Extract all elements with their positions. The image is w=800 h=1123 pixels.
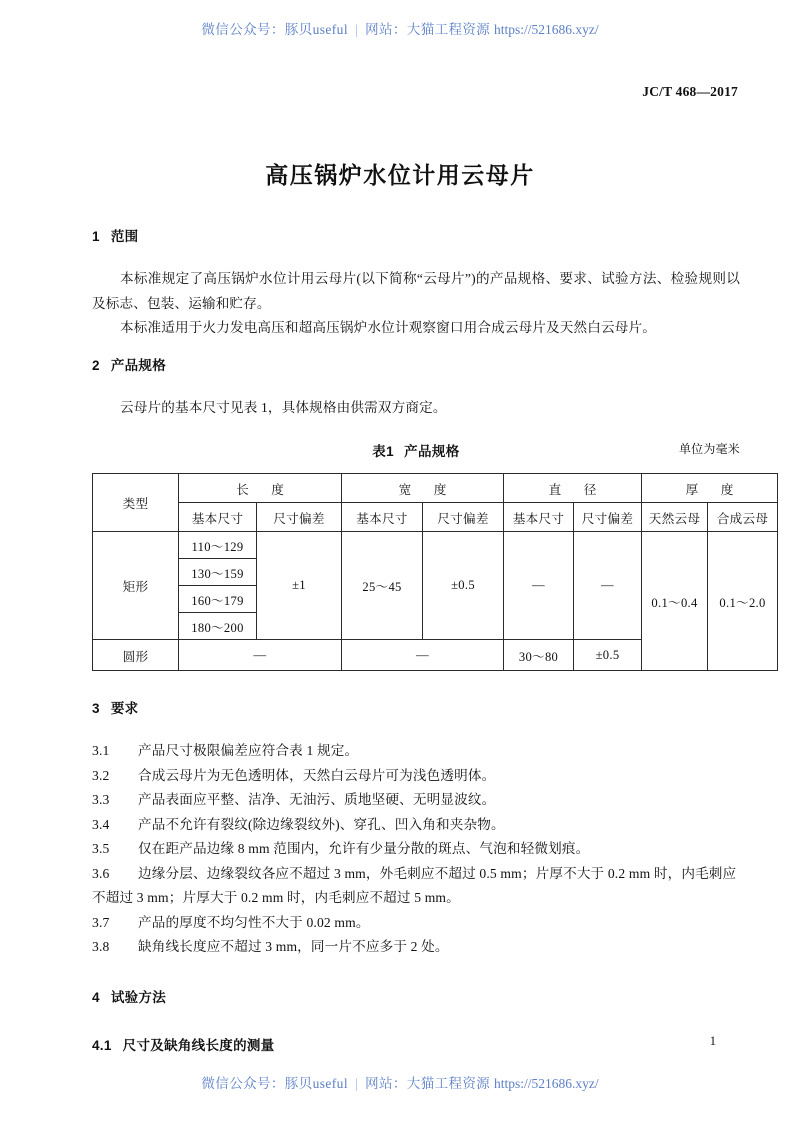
page-number: 1: [709, 1034, 716, 1048]
clause-3-3: [92, 788, 740, 813]
section-4-1-number: 4.1: [92, 1037, 112, 1053]
table-caption-number: 表1: [372, 444, 395, 459]
clause-3-5-text: 仅在距产品边缘 8 mm 范围内，允许有少量分散的斑点、气泡和轻微划痕。: [138, 841, 590, 856]
cell-type-rect: 矩形: [93, 532, 179, 640]
watermark-header: [0, 18, 800, 38]
clause-3-6-text: 边缘分层、边缘裂纹各应不超过 3 mm，外毛刺应不超过 0.5 mm；片厚不大于 0.2 mm 时，内毛刺应: [138, 865, 737, 881]
table-caption-title: 产品规格: [404, 444, 460, 459]
clause-3-5: [92, 837, 740, 862]
watermark-separator: |: [354, 22, 359, 37]
section-4-number: 4: [92, 989, 100, 1005]
watermark-site-label-footer: 网站：大猫工程资源: [365, 1076, 491, 1091]
section-heading-2: [92, 354, 740, 374]
document-content: [92, 225, 769, 1054]
th-width-basic: 基本尺寸: [342, 503, 423, 532]
th-synthetic-mica: 合成云母: [708, 503, 778, 532]
cell-diameter-dev-rect: —: [574, 532, 642, 640]
clause-3-3-number: 3.3: [92, 792, 110, 807]
table-header-row-1: [93, 474, 778, 503]
th-length-basic: 基本尺寸: [179, 503, 257, 532]
section-1-number: 1: [92, 229, 100, 244]
page-title: 高压锅炉水位计用云母片: [265, 162, 535, 188]
watermark-footer: [0, 1072, 800, 1092]
th-type: 类型: [93, 474, 179, 532]
cell-thickness-synthetic: 0.1～2.0: [708, 532, 778, 671]
section-heading-4-1: [92, 1034, 740, 1054]
section-4-1-title: 尺寸及缺角线长度的测量: [122, 1037, 275, 1053]
cell-diameter-dev-circle: ±0.5: [574, 640, 642, 671]
th-thickness: 厚 度: [642, 474, 778, 503]
section-2-number: 2: [92, 357, 100, 373]
table-caption: [92, 440, 740, 460]
section-heading-4: [92, 986, 740, 1006]
cell-width-basic: 25～45: [342, 532, 423, 640]
section-heading-3: [92, 697, 740, 717]
clause-3-7-text: 产品的厚度不均匀性不大于 0.02 mm。: [138, 914, 370, 930]
clause-3-8-number: 3.8: [92, 939, 110, 954]
product-spec-table: [92, 473, 778, 671]
clause-3-1-number: 3.1: [92, 743, 110, 758]
cell-diameter-basic-rect: —: [504, 532, 574, 640]
clause-3-3-text: 产品表面应平整、洁净、无油污、质地坚硬、无明显波纹。: [138, 792, 496, 807]
watermark-site-label: 网站：大猫工程资源: [365, 22, 491, 37]
cell-width-circle: —: [342, 640, 504, 671]
section-3-number: 3: [92, 701, 100, 716]
th-diameter: 直 径: [504, 474, 642, 503]
section-1-title: 范围: [110, 229, 139, 244]
table-header-row-2: [93, 503, 778, 532]
clause-3-5-number: 3.5: [92, 841, 110, 856]
section-2-title: 产品规格: [110, 357, 167, 373]
table-unit-note: 单位为毫米: [678, 442, 740, 456]
clause-3-2-number: 3.2: [92, 767, 110, 783]
cell-length-basic-2: 130～159: [179, 559, 257, 586]
clause-3-4: [92, 813, 740, 838]
th-length-dev: 尺寸偏差: [257, 503, 342, 532]
section-2-paragraph-1: 云母片的基本尺寸见表 1，具体规格由供需双方商定。: [120, 399, 447, 415]
clause-3-1-text: 产品尺寸极限偏差应符合表 1 规定。: [138, 743, 359, 758]
watermark-wechat-label: 微信公众号：豚贝useful: [201, 22, 348, 37]
section-heading-1: [92, 225, 740, 245]
section-4-title: 试验方法: [110, 989, 167, 1005]
th-width: 宽 度: [342, 474, 504, 503]
th-natural-mica: 天然云母: [642, 503, 708, 532]
clause-3-4-number: 3.4: [92, 816, 110, 832]
watermark-url: https://521686.xyz/: [493, 22, 599, 37]
clause-3-7-number: 3.7: [92, 914, 110, 930]
table-row: [93, 532, 778, 559]
watermark-separator-footer: |: [354, 1076, 359, 1091]
cell-diameter-basic-circle: 30～80: [504, 640, 574, 671]
th-diameter-dev: 尺寸偏差: [574, 503, 642, 532]
cell-length-dev: ±1: [257, 532, 342, 640]
clause-3-1: [92, 739, 740, 764]
cell-thickness-natural: 0.1～0.4: [642, 532, 708, 671]
watermark-url-footer: https://521686.xyz/: [493, 1076, 599, 1091]
section-1-paragraph-1: 本标准规定了高压锅炉水位计用云母片(以下简称“云母片”)的产品规格、要求、试验方法、检验规则以及标志、包装、运输和贮存。: [92, 271, 740, 311]
section-1-paragraph-2: 本标准适用于火力发电高压和超高压锅炉水位计观察窗口用合成云母片及天然白云母片。: [120, 320, 657, 335]
cell-type-circle: 圆形: [93, 640, 179, 671]
clause-3-2-text: 合成云母片为无色透明体，天然白云母片可为浅色透明体。: [138, 767, 496, 783]
standard-number: JC/T 468—2017: [642, 84, 738, 99]
th-width-dev: 尺寸偏差: [423, 503, 504, 532]
clause-3-6: [92, 862, 740, 887]
cell-length-basic-1: 110～129: [179, 532, 257, 559]
clause-3-2: [92, 764, 740, 789]
clause-3-7: [92, 911, 740, 936]
clause-3-8: [92, 935, 740, 960]
clause-3-8-text: 缺角线长度应不超过 3 mm，同一片不应多于 2 处。: [138, 939, 449, 954]
clause-3-6-number: 3.6: [92, 865, 110, 881]
clause-3-6-continuation: 不超过 3 mm；片厚大于 0.2 mm 时，内毛刺应不超过 5 mm。: [92, 890, 460, 905]
watermark-wechat-label-footer: 微信公众号：豚贝useful: [201, 1076, 348, 1091]
cell-width-dev: ±0.5: [423, 532, 504, 640]
th-length: 长 度: [179, 474, 342, 503]
clause-3-4-text: 产品不允许有裂纹(除边缘裂纹外)、穿孔、凹入角和夹杂物。: [138, 816, 505, 832]
cell-length-basic-3: 160～179: [179, 586, 257, 613]
cell-length-basic-4: 180～200: [179, 613, 257, 640]
section-3-title: 要求: [110, 701, 139, 716]
cell-length-circle: —: [179, 640, 342, 671]
th-diameter-basic: 基本尺寸: [504, 503, 574, 532]
